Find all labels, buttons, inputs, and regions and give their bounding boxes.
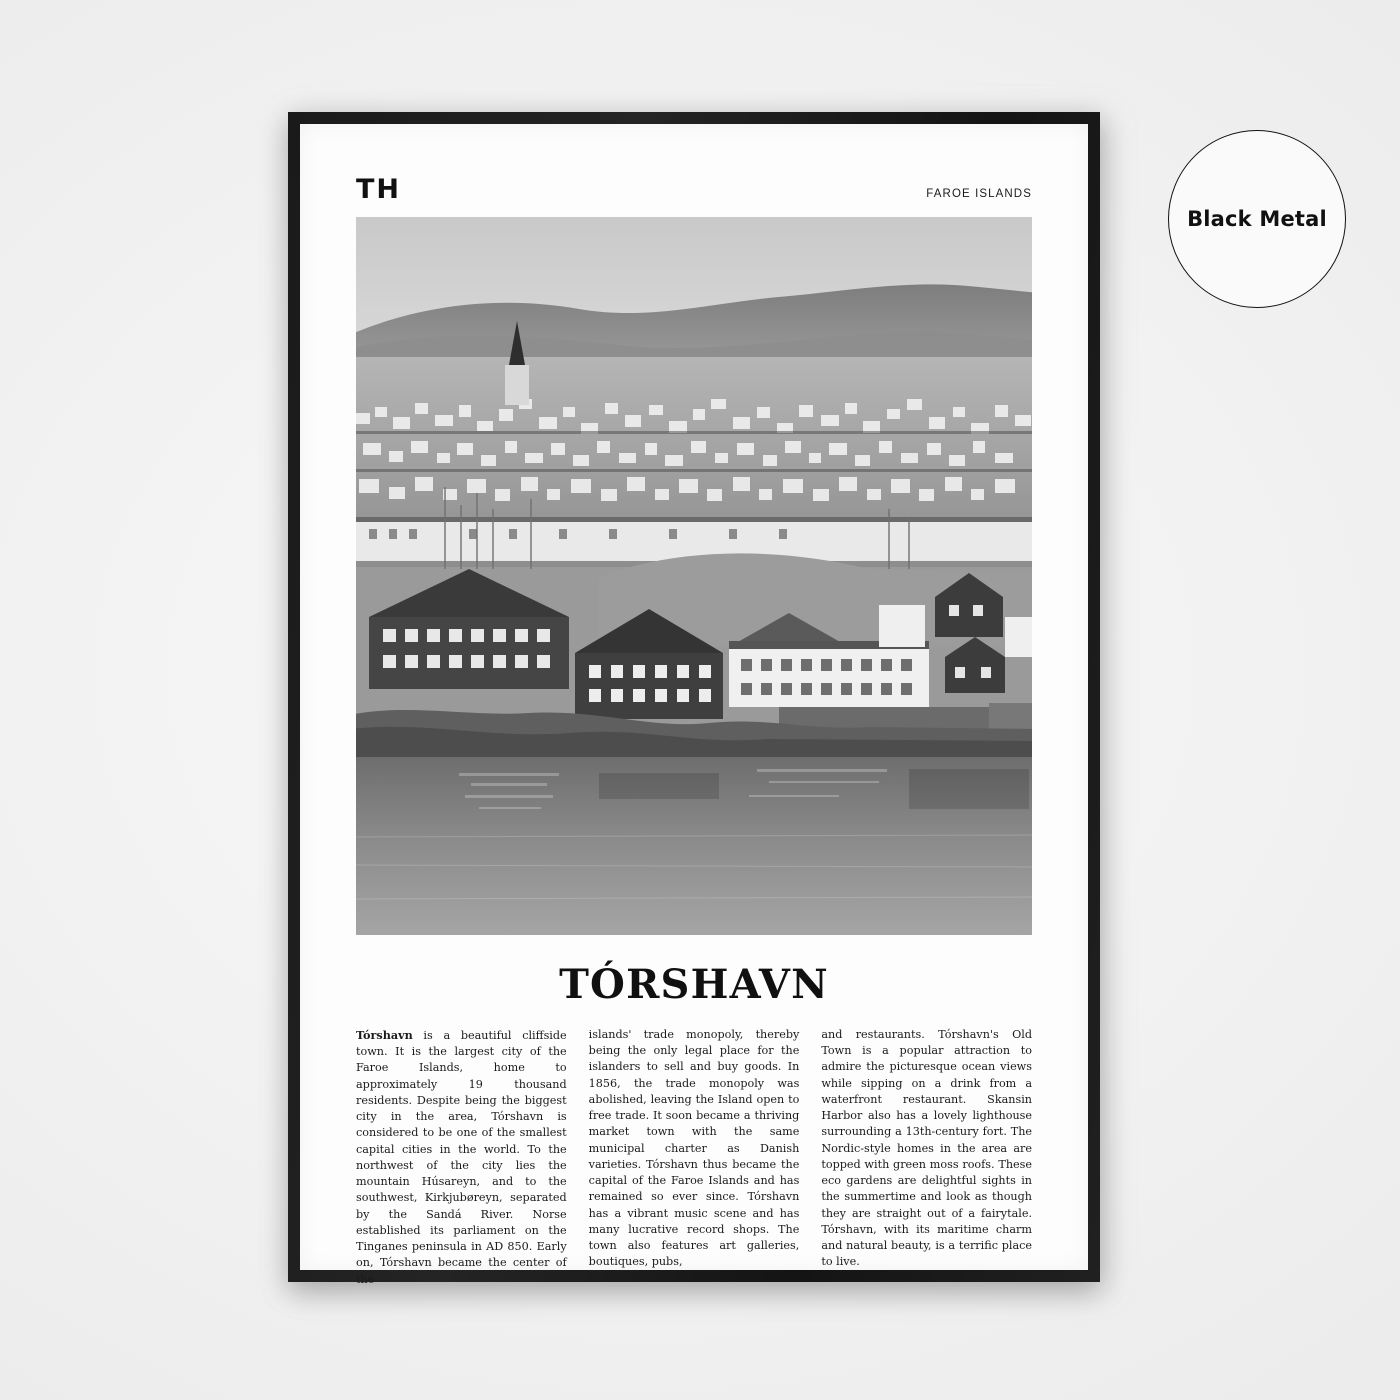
poster-country-label: FAROE ISLANDS <box>926 187 1032 200</box>
body-column-2: islands' trade monopoly, thereby being the only legal place for the islanders to sell and buy goods. In 1856, the trade monopoly was abolished, leaving the Island open to free trade. It soon became a thriving market town with the same municipal charter as Danish varieties. Tórshavn thus became the capital of the Faroe Islands and has remained so ever since. Tórshavn has a vibrant music scene and has many lucrative record shops. The town also features art galleries, boutiques, pubs, <box>588 1028 800 1269</box>
page-title: TÓRSHAVN <box>559 961 829 1008</box>
material-badge-label: Black Metal <box>1187 207 1327 231</box>
poster-header <box>356 176 1032 203</box>
torshavn-harbor-photo <box>356 217 1032 935</box>
body-column-1 <box>356 1027 567 1288</box>
body-text-1: is a beautiful cliffside town. It is the largest city of the Faroe Islands, home to approximately 19 thousand residents. Despite being the biggest city in the area, Tórshavn is considered to be one of the smallest capital cities in the world. To the northwest of the city lies the mountain Húsareyn, and to the southwest, Kirkjubøreyn, separated by the Sandá River. Norse established its parliament on the Tinganes peninsula in AD 850. Early on, Tórshavn became the center of the <box>356 1029 567 1286</box>
lead-word: Tórshavn <box>356 1028 413 1042</box>
photo-illustration <box>356 217 1032 935</box>
material-badge <box>1168 130 1346 308</box>
picture-frame[interactable] <box>288 112 1100 1286</box>
poster-body-columns <box>356 1027 1032 1288</box>
body-column-3: and restaurants. Tórshavn's Old Town is a popular attraction to admire the picturesque ocean views while sipping on a drink from a waterfront restaurant. Skansin Harbor also has a lovely lighthouse surrounding a 13th-century fort. The Nordic-style homes in the area are topped with green moss roofs. These eco gardens are delightful sights in the summertime and look as though they are straight out of a fairytale. Tórshavn, with its maritime charm and natural beauty, is a terrific place to live. <box>821 1028 1033 1269</box>
poster-mat <box>300 124 1088 1286</box>
poster-monogram: TH <box>356 174 402 205</box>
